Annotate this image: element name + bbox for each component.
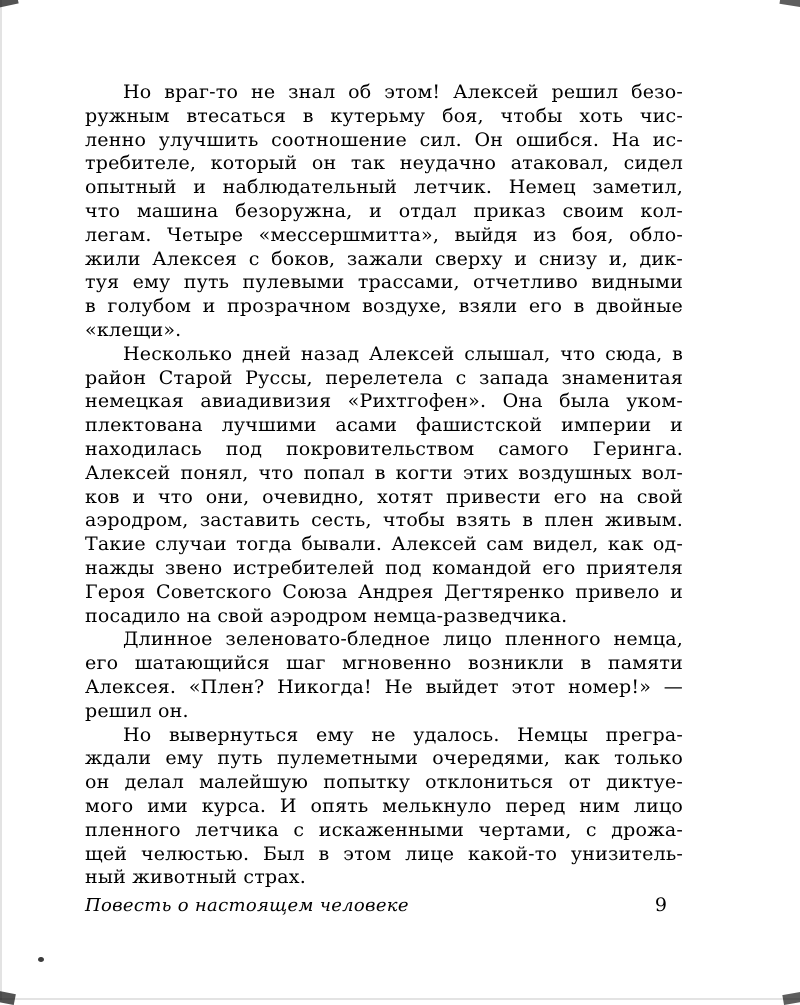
text-line: щей челюстью. Был в этом лице какой-то унизитель- [85, 842, 683, 865]
text-line: требителе, который он так неудачно атаковал, сидел [85, 152, 683, 175]
scan-artifact-top-right [779, 0, 800, 8]
text-line: ждали ему путь пулеметными очередями, как только [85, 747, 683, 770]
scan-artifact-left-edge [0, 0, 2, 1000]
page-footer [85, 894, 677, 916]
page-number: 9 [654, 894, 667, 916]
text-line: он делал малейшую попытку отклониться от диктуе- [85, 771, 683, 794]
text-line: плектована лучшими асами фашистской империи и [85, 414, 683, 437]
text-line: что машина безоружна, и отдал приказ своим кол- [85, 199, 683, 222]
text-line: ков и что они, очевидно, хотят привести его на свой [85, 485, 683, 508]
text-line: нажды звено истребителей под командой его приятеля [85, 556, 683, 579]
text-line: немецкая авиадивизия «Рихтгофен». Она была уком- [85, 390, 683, 413]
scan-artifact-speck [38, 957, 44, 962]
text-line: Но враг-то не знал об этом! Алексей решил безо- [123, 81, 683, 103]
paragraph [85, 343, 683, 629]
text-line: находилась под покровительством самого Геринга. [85, 437, 683, 460]
text-line: Но вывернуться ему не удалось. Немцы прегра- [123, 723, 683, 746]
text-line: «клещи». [85, 318, 182, 341]
text-line: ленно улучшить соотношение сил. Он ошибся. На ис- [85, 128, 683, 151]
text-line: его шатающийся шаг мгновенно возникли в памяти [85, 652, 683, 675]
text-line: Алексей понял, что попал в когти этих воздушных вол- [85, 461, 683, 484]
text-line: Несколько дней назад Алексей слышал, что сюда, в [123, 342, 683, 365]
text-line: жили Алексея с боков, зажали сверху и снизу и, дик- [85, 247, 683, 270]
paragraph [85, 724, 683, 891]
text-line: ный животный страх. [85, 866, 306, 889]
text-line: аэродром, заставить сесть, чтобы взять в плен живым. [85, 509, 683, 532]
text-line: решил он. [85, 699, 189, 722]
text-line: пленного летчика с искаженными чертами, с дрожа- [85, 818, 683, 841]
running-title: Повесть о настоящем человеке [85, 895, 409, 916]
page-text [85, 81, 683, 890]
paragraph [85, 628, 683, 723]
text-line: район Старой Руссы, перелетела с запада знаменитая [85, 366, 683, 389]
text-line: легам. Четыре «мессершмитта», выйдя из боя, обло- [85, 223, 683, 246]
text-line: ружным втесаться в кутерьму боя, чтобы хоть чис- [85, 104, 683, 127]
paragraph [85, 81, 683, 343]
scan-artifact-top-left [0, 0, 19, 8]
text-line: мого ими курса. И опять мелькнуло перед ним лицо [85, 794, 683, 817]
text-line: опытный и наблюдательный летчик. Немец заметил, [85, 176, 683, 199]
text-line: туя ему путь пулевыми трассами, отчетливо видными [85, 271, 683, 294]
text-line: Такие случаи тогда бывали. Алексей сам видел, как од- [85, 533, 683, 556]
text-line: Героя Советского Союза Андрея Дегтяренко привело и [85, 580, 683, 603]
text-line: в голубом и прозрачном воздухе, взяли его в двойные [85, 295, 683, 318]
text-line: Алексея. «Плен? Никогда! Не выйдет этот номер!» — [85, 675, 683, 698]
text-line: Длинное зеленовато-бледное лицо пленного немца, [123, 628, 683, 651]
text-line: посадило на свой аэродром немца-разведчика. [85, 604, 568, 627]
